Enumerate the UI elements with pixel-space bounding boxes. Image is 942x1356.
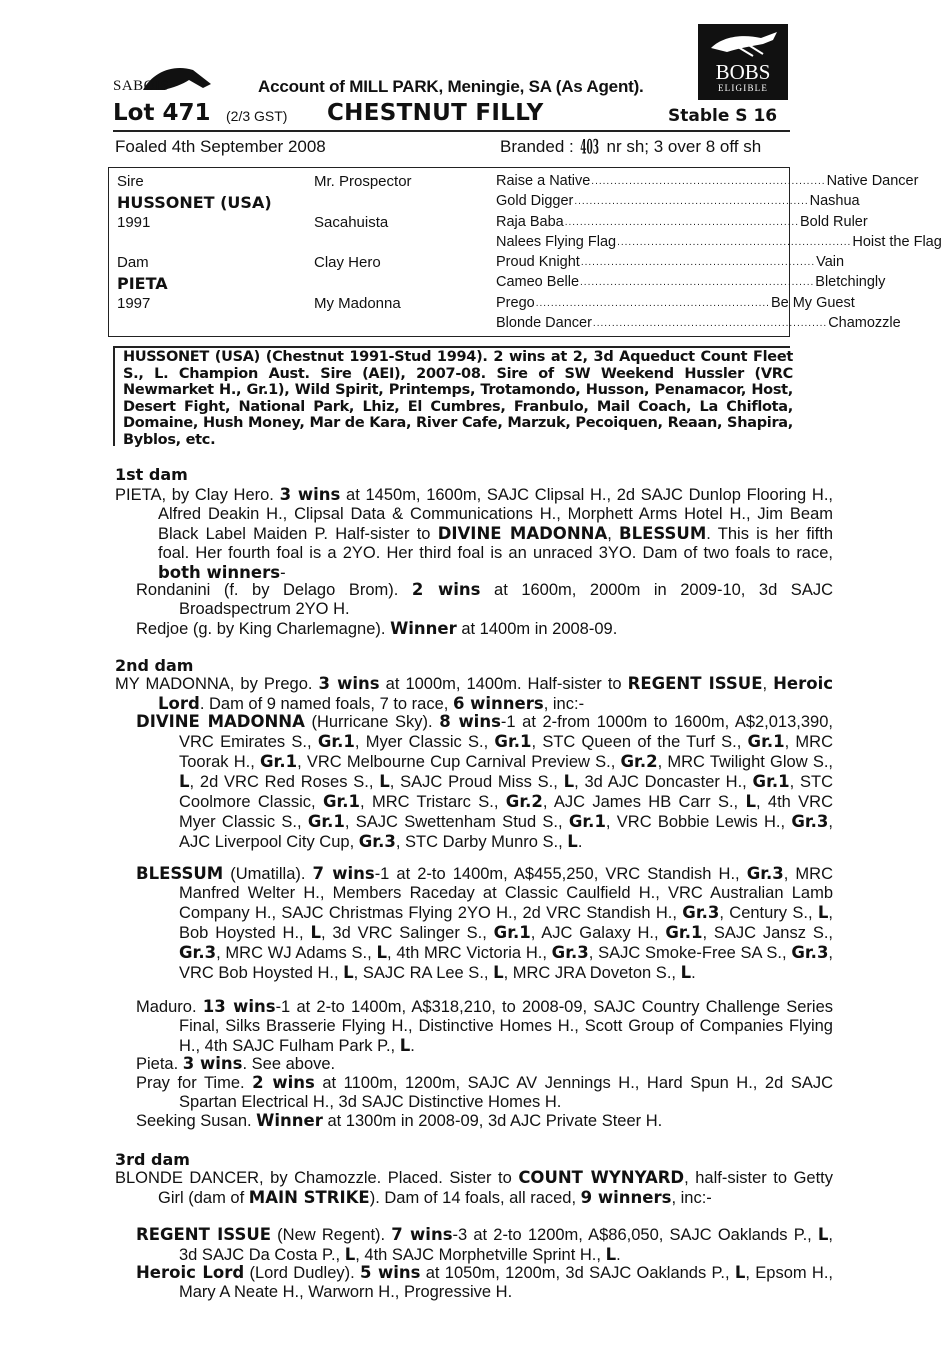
bold-run: L xyxy=(379,772,390,791)
bold-run: L xyxy=(734,1263,746,1282)
bold-run: REGENT ISSUE xyxy=(136,1225,272,1244)
text-run: (Umatilla). xyxy=(223,865,313,883)
lot-number: Lot 471 xyxy=(113,100,211,126)
text-run: . See above. xyxy=(242,1055,336,1073)
text-run: , SAJC Proud Miss S., xyxy=(389,773,564,791)
eligible-text: ELIGIBLE xyxy=(717,83,769,93)
bold-run: 3 wins xyxy=(182,1054,243,1073)
g3-ancestor: Cameo Belle xyxy=(496,274,580,290)
bold-run: L xyxy=(310,923,321,942)
horse-description: CHESTNUT FILLY xyxy=(327,100,544,126)
pedigree-table xyxy=(108,167,942,337)
brand-description xyxy=(500,137,761,157)
text-run: Pray for Time. xyxy=(136,1074,253,1092)
text-run: , STC Darby Munro S., xyxy=(395,833,568,851)
bold-run: Gr.1 xyxy=(493,923,531,942)
dam-name: PIETA xyxy=(117,274,168,293)
text-run: BLONDE DANCER, by Chamozzle. Placed. Sister to xyxy=(115,1169,519,1187)
text-run: , 2d VRC Red Roses S., xyxy=(189,773,380,791)
foaled-date: Foaled 4th September 2008 xyxy=(115,137,326,156)
bold-run: L xyxy=(680,963,692,982)
bold-run: 3 wins xyxy=(279,485,341,504)
text-run: , 3d SAJC Da Costa P., xyxy=(179,1226,834,1264)
g3-ancestor: Blonde Dancer xyxy=(496,315,592,331)
grandsire-maternal: Clay Hero xyxy=(314,254,381,271)
bold-run: Gr.1 xyxy=(307,812,345,831)
granddam-paternal: Sacahuista xyxy=(314,214,389,231)
bold-run: Gr.3 xyxy=(179,943,217,962)
text-run: , VRC Bobbie Lewis H., xyxy=(605,813,792,831)
bold-run: Gr.3 xyxy=(791,943,829,962)
bold-run: Heroic Lord xyxy=(158,674,834,713)
text-run: . This is her fifth foal. Her fourth foal is a 2YO. Her third foal is an unraced 3YO. Dam of two foals to race, xyxy=(158,525,834,562)
branded-suffix: nr sh; 3 over 8 off sh xyxy=(601,137,762,156)
progeny-entry-regent-issue xyxy=(136,1225,833,1265)
text-run: , MRC Manfred Welter H., Members Raceday at Classic Caulfield H., VRC Australian Lamb Company H., SAJC Christmas Flying 2YO H., 2d VRC Standish H., xyxy=(179,865,833,922)
bold-run: DIVINE MADONNA xyxy=(136,712,305,731)
text-run: (Hurricane Sky). xyxy=(304,713,440,731)
bold-run: COUNT WYNYARD xyxy=(518,1168,685,1187)
bold-run: 7 wins xyxy=(391,1225,453,1244)
g3-sire: Hoist the Flag xyxy=(852,234,942,250)
bold-run: L xyxy=(376,943,387,962)
text-run: , 3d VRC Salinger S., xyxy=(321,924,494,942)
bold-run: L xyxy=(605,1245,617,1264)
bold-run: both winners xyxy=(158,563,281,582)
text-run: Redjoe (g. by King Charlemagne). xyxy=(136,620,391,638)
text-run: . xyxy=(410,1037,415,1055)
text-run: , half-sister to Getty Girl (dam of xyxy=(158,1169,834,1207)
text-run: , xyxy=(762,675,774,693)
text-run: PIETA, by Clay Hero. xyxy=(115,486,280,504)
text-run: (Lord Dudley). xyxy=(244,1264,361,1282)
text-run: , 4th SAJC Morphetville Sprint H., xyxy=(355,1246,606,1264)
bold-run: 7 wins xyxy=(312,864,375,883)
g3-ancestor: Gold Digger xyxy=(496,193,574,209)
text-run: , MRC JRA Doveton S., xyxy=(503,964,681,982)
bold-run: BLESSUM xyxy=(619,524,707,543)
bold-run: Gr.2 xyxy=(505,792,543,811)
sabois-logo-text: SABOIS xyxy=(113,78,170,94)
dam-label: Dam xyxy=(117,254,149,271)
text-run: , inc:- xyxy=(671,1189,712,1207)
pedigree-g3-row: Prego .............................................................. Be My Guest xyxy=(496,295,855,311)
g3-sire: Vain xyxy=(816,254,845,270)
stable-number: Stable S 16 xyxy=(668,106,778,126)
bold-run: 3 wins xyxy=(318,674,380,693)
bold-run: L xyxy=(563,772,575,791)
progeny-entry-seeking-susan xyxy=(136,1111,833,1131)
text-run: at 1300m in 2008-09, 3d AJC Private Steer H. xyxy=(322,1112,663,1130)
bold-run: Gr.1 xyxy=(494,732,532,751)
text-run: at 1400m in 2008-09. xyxy=(456,620,618,638)
text-run: Maduro. xyxy=(136,998,203,1016)
progeny-entry-pray-for-time xyxy=(136,1073,833,1112)
sire-year: 1991 xyxy=(117,214,151,231)
text-run: . xyxy=(691,964,696,982)
header-divider xyxy=(113,130,790,132)
text-run: , AJC James HB Carr S., xyxy=(542,793,746,811)
bold-run: Gr.3 xyxy=(791,812,829,831)
pedigree-g3-row: Gold Digger .............................................................. Nashua xyxy=(496,193,860,209)
bold-run: Gr.1 xyxy=(568,812,606,831)
progeny-entry-blessum xyxy=(136,864,833,983)
bold-run: 6 winners xyxy=(452,694,544,713)
sire-summary: HUSSONET (USA) (Chestnut 1991-Stud 1994). 2 wins at 2, 3d Aqueduct Count Fleet S., L. Champion Aust. Sire (AEI), 2007-08. Sire of SW Weekend Hussler (VRC Newmarket H., Gr.1), Wild Spirit, Printemps, Trotamondo, Husson, Penamacor, Host, Desert Fight, National Park, Lhiz, El Cumbres, Franbulo, Mail Coach, La Chiflota, Domaine, Hush Money, Mar de Kara, River Cafe, Marzuk, Pecoiquen, Reaan, Shapira, Byblos, etc. xyxy=(123,349,793,448)
bold-run: L xyxy=(493,963,504,982)
bold-run: BLESSUM xyxy=(136,864,224,883)
text-run: , STC Coolmore Classic, xyxy=(179,773,833,811)
text-run: , inc:- xyxy=(543,695,585,713)
pedigree-g3-row: Nalees Flying Flag .............................................................. Hoist the Flag xyxy=(496,234,942,250)
progeny-entry-heroic-lord xyxy=(136,1263,833,1302)
bold-run: L xyxy=(567,832,578,851)
g3-sire: Native Dancer xyxy=(826,173,919,189)
text-run: , STC Queen of the Turf S., xyxy=(531,733,748,751)
text-run: (New Regent). xyxy=(271,1226,392,1244)
lot-gst-note: (2/3 GST) xyxy=(226,108,288,124)
g3-sire: Bold Ruler xyxy=(799,214,868,230)
bold-run: Gr.1 xyxy=(747,732,785,751)
granddam-maternal: My Madonna xyxy=(314,295,401,312)
third-dam-heading: 3rd dam xyxy=(115,1150,190,1169)
text-run: -1 at 2-from 1000m to 1600m, A$2,013,390, VRC Emirates S., xyxy=(179,713,833,751)
text-run: . Dam of 9 named foals, 7 to race, xyxy=(199,695,453,713)
text-run: , Century S., xyxy=(719,904,818,922)
first-dam-paragraph xyxy=(115,485,833,583)
bold-run: Gr.2 xyxy=(620,752,658,771)
second-dam-heading: 2nd dam xyxy=(115,656,194,675)
text-run: , MRC Tristarc S., xyxy=(360,793,506,811)
text-run: , SAJC Jansz S., xyxy=(702,924,833,942)
g3-ancestor: Raise a Native xyxy=(496,173,591,189)
sabois-logo xyxy=(113,62,203,100)
text-run: at 1050m, 1200m, 3d SAJC Oaklands P., xyxy=(420,1264,735,1282)
text-run: , MRC Twilight Glow S., xyxy=(657,753,834,771)
bold-run: L xyxy=(817,903,829,922)
first-dam-heading: 1st dam xyxy=(115,465,188,484)
pedigree-g3-row: Proud Knight .............................................................. Vain xyxy=(496,254,845,270)
text-run: , xyxy=(607,525,620,543)
text-run: at 1600m, 2000m in 2009-10, 3d SAJC Broadspectrum 2YO H. xyxy=(179,581,833,618)
bold-run: REGENT ISSUE xyxy=(627,674,763,693)
brand-mark: 403 xyxy=(580,135,600,159)
vendor-account: Account of MILL PARK, Meningie, SA (As Agent). xyxy=(258,77,644,96)
third-dam-paragraph xyxy=(115,1168,833,1208)
bold-run: Gr.1 xyxy=(317,732,355,751)
bold-run: Gr.3 xyxy=(682,903,720,922)
pedigree-g3-row: Blonde Dancer .............................................................. Chamozzle xyxy=(496,315,901,331)
text-run: ). Dam of 14 foals, all raced, xyxy=(369,1189,581,1207)
progeny-entry-pieta xyxy=(136,1054,833,1074)
grandsire-paternal: Mr. Prospector xyxy=(314,173,412,190)
text-run: Pieta. xyxy=(136,1055,183,1073)
bold-run: Gr.1 xyxy=(752,772,790,791)
branded-prefix: Branded : xyxy=(500,137,579,156)
bold-run: 8 wins xyxy=(439,712,501,731)
racehorse-icon xyxy=(703,26,783,60)
bold-run: L xyxy=(745,792,756,811)
g3-ancestor: Raja Baba xyxy=(496,214,564,230)
second-dam-paragraph xyxy=(115,674,833,714)
bobs-text: BOBS xyxy=(715,60,771,84)
text-run: Seeking Susan. xyxy=(136,1112,257,1130)
sire-label: Sire xyxy=(117,173,144,190)
bold-run: 2 wins xyxy=(252,1073,315,1092)
text-run: , MRC WJ Adams S., xyxy=(216,944,377,962)
bold-run: Gr.1 xyxy=(322,792,361,811)
text-run: , SAJC Swettenham Stud S., xyxy=(344,813,569,831)
bold-run: Heroic Lord xyxy=(136,1263,245,1282)
g3-sire: Be My Guest xyxy=(770,295,855,311)
bold-run: 9 winners xyxy=(580,1188,672,1207)
foal-entry xyxy=(136,619,833,639)
bold-run: Gr.1 xyxy=(260,752,298,771)
pedigree-g3-row: Cameo Belle .............................................................. Bletchingly xyxy=(496,274,886,290)
bold-run: 13 wins xyxy=(202,997,276,1016)
text-run: -1 at 2-to 1400m, A$318,210, to 2008-09, SAJC Country Challenge Series Final, Silks Brasserie Flying H., Distinctive Homes H., Scott Group of Companies Flying H., 4th SAJC Fulham Park P., xyxy=(179,998,833,1055)
text-run: , Bob Hoysted H., xyxy=(179,904,833,942)
foal-entry xyxy=(136,580,833,619)
bold-run: 5 wins xyxy=(360,1263,421,1282)
bold-run: Gr.3 xyxy=(746,864,784,883)
progeny-entry-divine-madonna xyxy=(136,712,833,852)
text-run: . xyxy=(577,833,583,851)
text-run: at 1100m, 1200m, SAJC AV Jennings H., Hard Spun H., 2d SAJC Spartan Electrical H., 3d SAJC Distinctive Homes H. xyxy=(179,1074,833,1111)
text-run: , Epsom H., Mary A Neate H., Warworn H., Progressive H. xyxy=(179,1264,833,1301)
bold-run: Winner xyxy=(256,1111,323,1130)
pedigree-g3-row: Raja Baba .............................................................. Bold Ruler xyxy=(496,214,868,230)
g3-ancestor: Nalees Flying Flag xyxy=(496,234,617,250)
text-run: - xyxy=(280,564,286,582)
bold-run: Gr.3 xyxy=(358,832,396,851)
bold-run: MAIN STRIKE xyxy=(248,1188,370,1207)
g3-sire: Chamozzle xyxy=(828,315,901,331)
text-run: Rondanini (f. by Delago Brom). xyxy=(136,581,412,599)
text-run: . xyxy=(616,1246,621,1264)
text-run: , VRC Bob Hoysted H., xyxy=(179,944,834,982)
bold-run: L xyxy=(179,772,190,791)
text-run: , VRC Melbourne Cup Carnival Preview S., xyxy=(297,753,621,771)
text-run: , MRC Toorak H., xyxy=(179,733,833,771)
bold-run: L xyxy=(343,963,354,982)
g3-ancestor: Proud Knight xyxy=(496,254,580,270)
g3-sire: Bletchingly xyxy=(815,274,886,290)
text-run: at 1450m, 1600m, SAJC Clipsal H., 2d SAJC Dunlop Flooring H., Alfred Deakin H., Clipsal Data & Communications H., Morphett Arms Hotel H., Jim Beam Black Label Maiden P. Half-sister to xyxy=(158,486,833,543)
text-run: , 3d AJC Doncaster H., xyxy=(574,773,753,791)
text-run: -1 at 2-to 1400m, A$455,250, VRC Standish H., xyxy=(374,865,747,883)
bold-run: L xyxy=(399,1036,411,1055)
text-run: , Myer Classic S., xyxy=(354,733,495,751)
bold-run: Winner xyxy=(390,619,457,638)
progeny-entry-maduro xyxy=(136,997,833,1056)
text-run: , SAJC Smoke-Free SA S., xyxy=(588,944,792,962)
bold-run: Gr.3 xyxy=(551,943,589,962)
text-run: MY MADONNA, by Prego. xyxy=(115,675,319,693)
text-run: -3 at 2-to 1200m, A$86,050, SAJC Oaklands P., xyxy=(452,1226,818,1244)
sire-name: HUSSONET (USA) xyxy=(117,193,272,212)
bobs-eligible-logo xyxy=(698,24,788,100)
dam-year: 1997 xyxy=(117,295,151,312)
text-run: , AJC Liverpool City Cup, xyxy=(179,813,833,851)
bold-run: 2 wins xyxy=(411,580,481,599)
text-run: , AJC Galaxy H., xyxy=(530,924,666,942)
text-run: , 4th VRC Myer Classic S., xyxy=(179,793,834,831)
text-run: at 1000m, 1400m. Half-sister to xyxy=(379,675,628,693)
text-run: , 4th MRC Victoria H., xyxy=(386,944,552,962)
g3-sire: Nashua xyxy=(809,193,860,209)
bold-run: DIVINE MADONNA xyxy=(437,524,608,543)
sire-summary-box xyxy=(113,346,793,448)
g3-ancestor: Prego xyxy=(496,295,535,311)
bold-run: L xyxy=(344,1245,356,1264)
bold-run: L xyxy=(817,1225,829,1244)
bold-run: Gr.1 xyxy=(665,923,703,942)
pedigree-g3-row: Raise a Native .............................................................. Native Dancer xyxy=(496,173,919,189)
text-run: , SAJC RA Lee S., xyxy=(353,964,494,982)
